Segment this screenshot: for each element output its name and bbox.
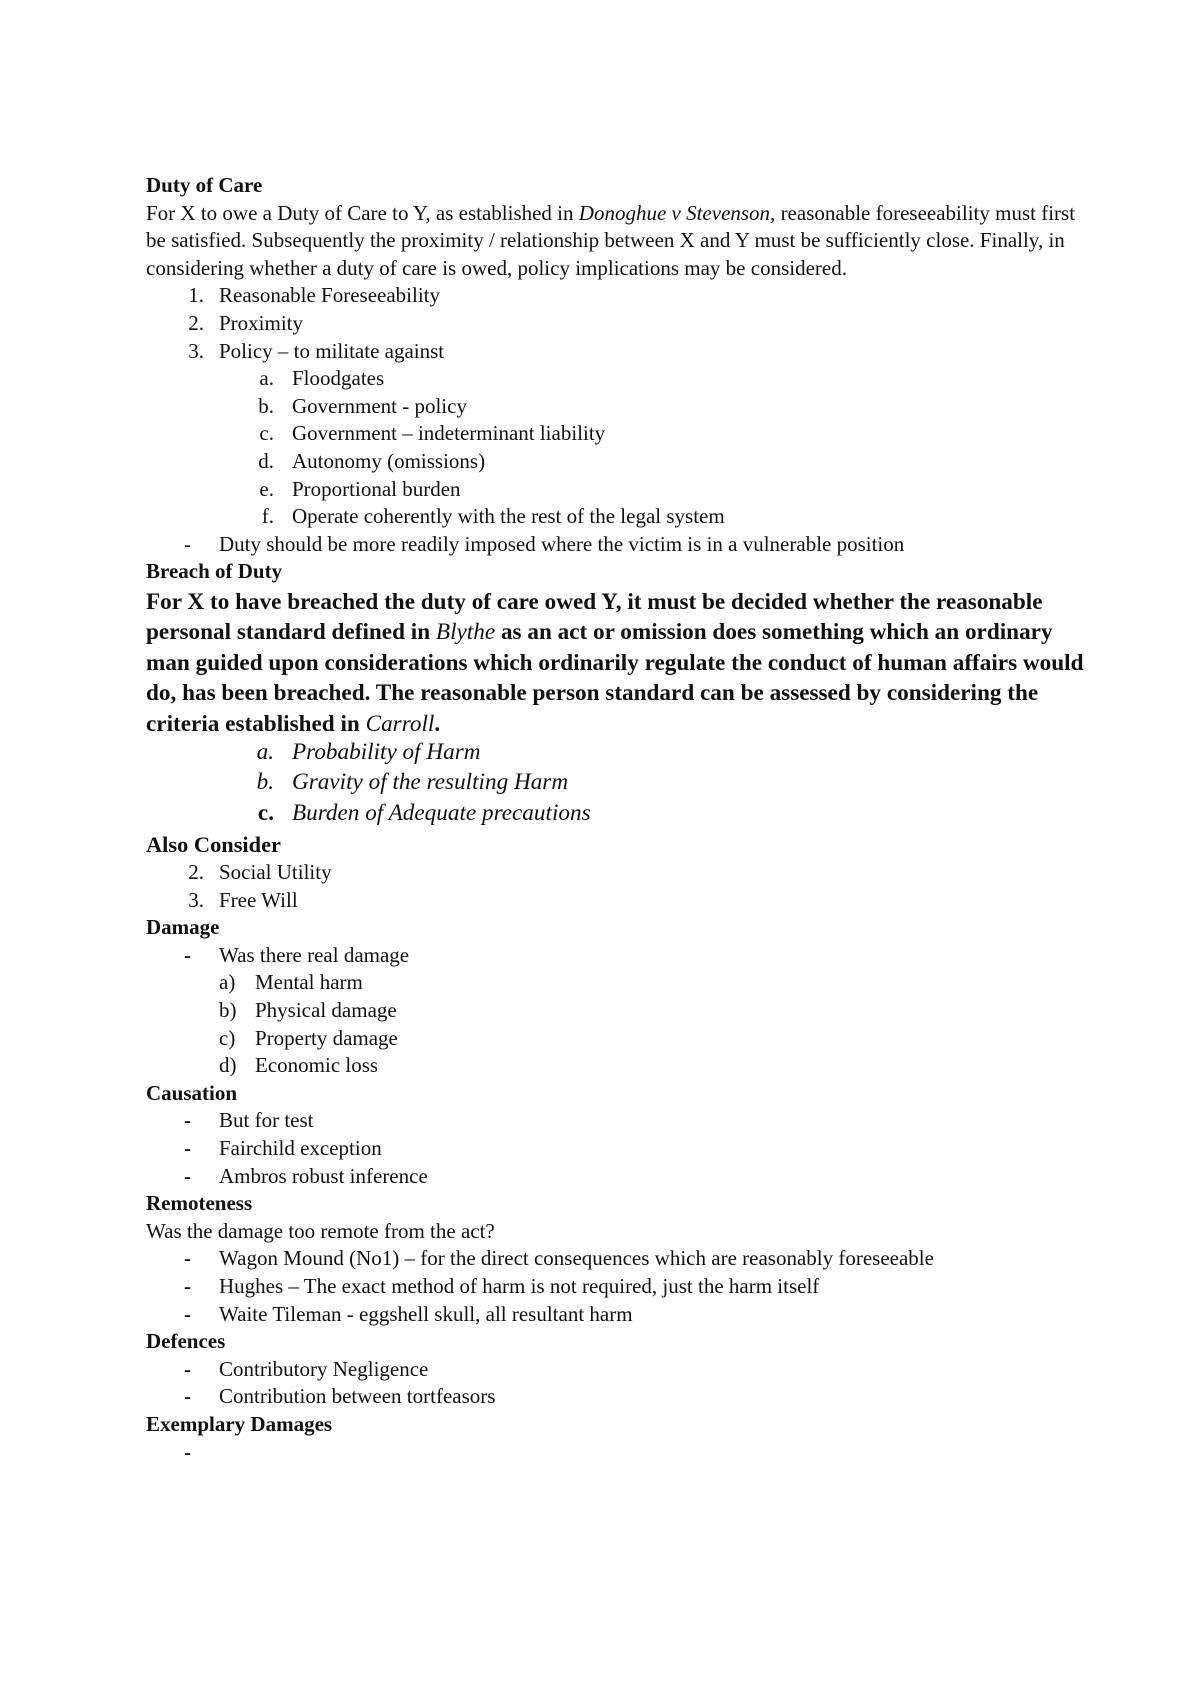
breach-paragraph [146,587,1086,739]
heading-exemplary-damages: Exemplary Damages [146,1411,333,1436]
list-item-duty-3: 3. Policy – to militate against [188,338,445,363]
breach-text-end: . [434,710,441,737]
heading-duty-of-care: Duty of Care [146,173,263,197]
list-item-policy-d: d. Autonomy (omissions) [258,448,486,473]
list-item-duty-note: - Duty should be more readily imposed where the victim is in a vulnerable position [184,531,905,556]
list-item-damage-d: d) Economic loss [219,1053,379,1078]
list-item-defences-2: - Contribution between tortfeasors [184,1384,496,1409]
duty-intro-paragraph [146,200,1086,283]
list-item-causation-3: - Ambros robust inference [184,1163,428,1188]
list-item-exemplary-empty: - [184,1439,191,1464]
breach-text-1: For X to have breached the duty of care owed Y, it must be decided whether the reasonable personal standard defined in [146,588,1043,646]
heading-causation: Causation [146,1080,238,1105]
list-item-damage-question: - Was there real damage [184,942,410,967]
case-donoghue: Donoghue v Stevenson, [578,200,776,225]
duty-intro-text-2: reasonable foreseeability must first be satisfied. Subsequently the proximity / relationship between X and Y must be sufficiently close. Finally, in considering whether a duty of care is owed, policy implications may be considered. [146,200,1076,280]
heading-defences: Defences [146,1329,226,1354]
breach-text-2: as an act or omission does something which an ordinary man guided upon considerations which ordinarily regulate the conduct of human affairs would do, has been breached. The reasonable person standard can be assessed by considering the criteria established in [146,619,1084,737]
list-item-causation-2: - Fairchild exception [184,1136,382,1161]
breach-criteria-list [146,739,1086,830]
list-item-policy-e: e. Proportional burden [259,476,461,501]
list-item-policy-a: a. Floodgates [259,366,385,391]
list-item-criteria-b: b. Gravity of the resulting Harm [256,769,569,796]
list-item-defences-1: - Contributory Negligence [184,1356,429,1381]
list-item-policy-f: f. Operate coherently with the rest of the legal system [261,504,725,529]
list-item-damage-c: c) Property damage [219,1025,398,1050]
remoteness-question: Was the damage too remote from the act? [146,1218,495,1243]
list-item-causation-1: - But for test [184,1108,314,1133]
case-carroll: Carroll [365,710,435,737]
list-item-policy-c: c. Government – indeterminant liability [259,421,606,446]
list-item-remoteness-3: - Waite Tileman - eggshell skull, all resultant harm [184,1301,633,1326]
heading-remoteness: Remoteness [146,1191,253,1216]
list-item-damage-a: a) Mental harm [219,970,363,995]
list-item-duty-1: 1. Reasonable Foreseeability [188,283,441,308]
list-item-policy-b: b. Government - policy [258,393,467,418]
heading-breach-of-duty: Breach of Duty [146,559,283,584]
duty-intro-text-1: For X to owe a Duty of Care to Y, as established in [146,200,579,225]
list-item-duty-2: 2. Proximity [188,310,304,335]
list-item-remoteness-2: - Hughes – The exact method of harm is not required, just the harm itself [184,1274,820,1299]
case-blythe: Blythe [435,619,496,646]
list-item-also-2: 2. Social Utility [188,860,332,885]
document-body [146,172,1086,1466]
list-item-remoteness-1: - Wagon Mound (No1) – for the direct consequences which are reasonably foreseeable [184,1246,934,1271]
list-item-damage-b: b) Physical damage [219,998,397,1023]
heading-also-consider: Also Consider [146,832,281,858]
list-item-criteria-c: c. Burden of Adequate precautions [257,799,591,826]
list-item-criteria-a: a. Probability of Harm [256,738,481,765]
list-item-also-3: 3. Free Will [188,887,298,912]
heading-damage: Damage [146,915,220,940]
